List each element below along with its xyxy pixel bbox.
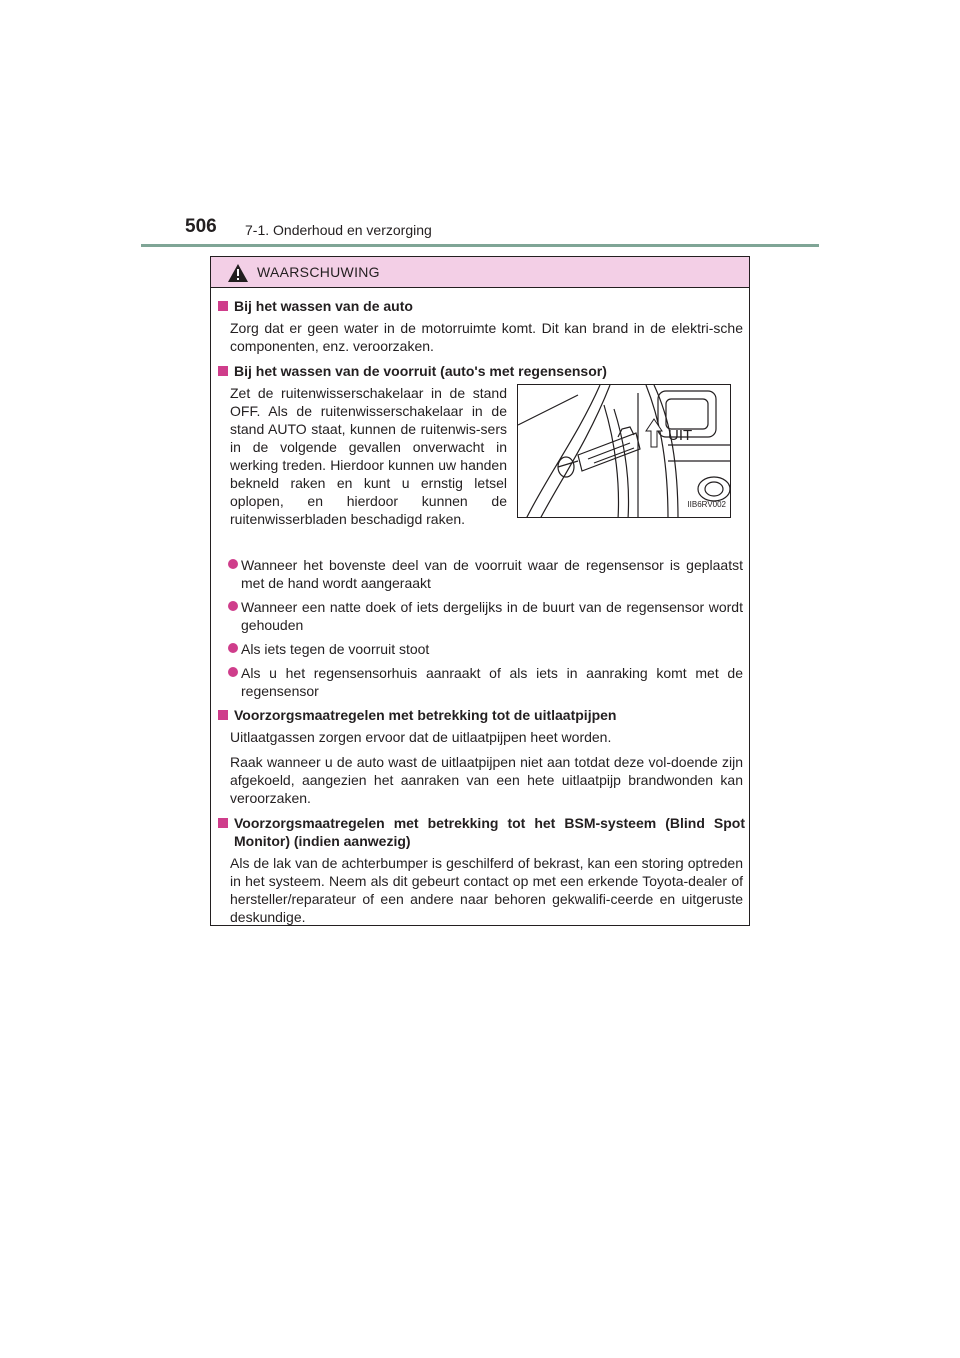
warning-header [211, 257, 749, 288]
section-heading: Bij het wassen van de voorruit (auto's met regensensor) [216, 362, 745, 380]
header-divider [141, 244, 819, 247]
page-number: 506 [185, 216, 217, 237]
square-bullet-icon [218, 301, 228, 311]
paragraph: Zet de ruitenwisserschakelaar in de stand OFF. Als de ruitenwisserschakelaar in de stand AUTO staat, kunnen de ruitenwis-sers in de volgende gevallen onverwacht in werking treden. Hierdoor kunnen uw handen bekneld raken en kunt u ernstig letsel oplopen, en hierdoor kunnen de ruitenwisserbladen beschadigd raken. [230, 385, 507, 527]
wiper-switch-figure [517, 384, 731, 518]
paragraph: Uitlaatgassen zorgen ervoor dat de uitlaatpijpen heet worden. [230, 729, 612, 745]
square-bullet-icon [218, 366, 228, 376]
warning-title: WAARSCHUWING [257, 264, 380, 280]
list-item: Wanneer een natte doek of iets dergelijks in de buurt van de regensensor wordt gehouden [230, 598, 743, 634]
section-heading: Bij het wassen van de auto [216, 297, 745, 315]
square-bullet-icon [218, 818, 228, 828]
paragraph: Als de lak van de achterbumper is geschilferd of bekrast, kan een storing optreden in het systeem. Neem als dit gebeurt contact op met een erkende Toyota-dealer of hersteller/reparateur of een andere naar behoren gekwalifi-ceerde en uitgeruste deskundige. [230, 855, 743, 925]
list-item: Wanneer het bovenste deel van de voorruit waar de regensensor is geplaatst met de hand wordt aangeraakt [230, 556, 743, 592]
warning-box [210, 256, 750, 926]
paragraph: Zorg dat er geen water in de motorruimte komt. Dit kan brand in de elektri-sche componenten, enz. veroorzaken. [230, 320, 743, 354]
round-bullet-icon [228, 601, 238, 611]
list-item: Als iets tegen de voorruit stoot [230, 640, 743, 658]
round-bullet-icon [228, 667, 238, 677]
round-bullet-icon [228, 643, 238, 653]
paragraph: Raak wanneer u de auto wast de uitlaatpijpen niet aan totdat deze vol-doende zijn afgekoeld, aangezien het aanraken van een hete uitlaatpijp brandwonden kan veroorzaken. [230, 754, 743, 806]
figure-label-off: UIT [668, 427, 693, 444]
section-title: 7-1. Onderhoud en verzorging [245, 222, 432, 238]
figure-code: IIB6RV002 [687, 500, 726, 509]
round-bullet-icon [228, 559, 238, 569]
list-item: Als u het regensensorhuis aanraakt of als iets in aanraking komt met de regensensor [230, 664, 743, 700]
section-heading: Voorzorgsmaatregelen met betrekking tot het BSM-systeem (Blind Spot Monitor) (indien aanwezig) [216, 814, 745, 850]
page-header [185, 216, 825, 246]
square-bullet-icon [218, 710, 228, 720]
figure-row [211, 384, 751, 550]
warning-content [211, 297, 751, 933]
warning-triangle-icon [227, 263, 249, 283]
section-heading: Voorzorgsmaatregelen met betrekking tot de uitlaatpijpen [216, 706, 745, 724]
